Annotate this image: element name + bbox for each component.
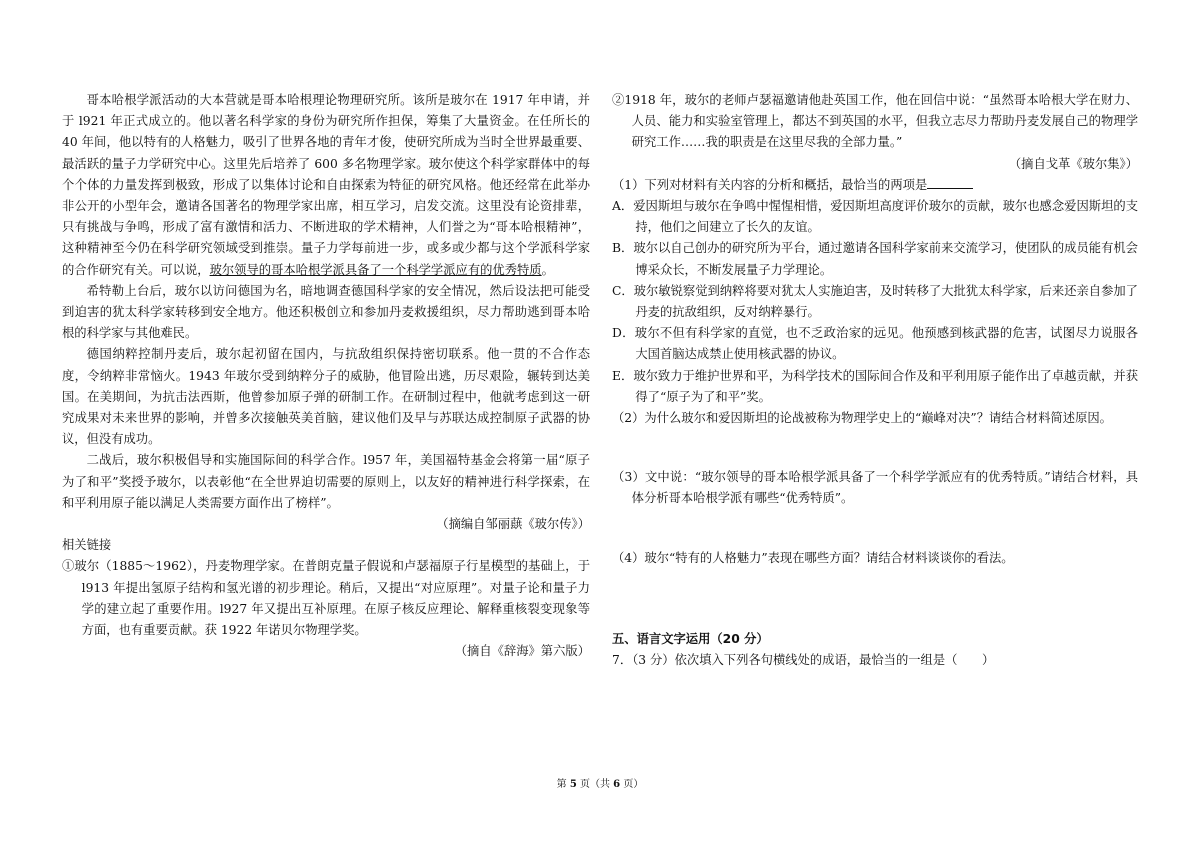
source-citation-biography: （摘编自邹丽蕻《玻尔传》） bbox=[436, 517, 590, 532]
question-2: （2）为什么玻尔和爱因斯坦的论战被称为物理学史上的“巅峰对决”？请结合材料简述原因。 bbox=[612, 411, 1112, 426]
answer-space-3[interactable] bbox=[612, 510, 1138, 548]
footer-middle: 页（共 bbox=[576, 779, 614, 790]
option-b-text: 玻尔以自己创办的研究所为平台，通过邀请各国科学家前来交流学习，使团队的成员能有机会博采众长，不断发展量子力学理论。 bbox=[633, 241, 1138, 277]
paragraph-institute-end: 。 bbox=[541, 262, 554, 277]
option-c-label: C． bbox=[612, 283, 634, 298]
footer-prefix: 第 bbox=[556, 779, 570, 790]
option-e-label: E． bbox=[612, 368, 634, 383]
option-b[interactable] bbox=[612, 238, 1138, 280]
question-4: （4）玻尔“特有的人格魅力”表现在哪些方面？请结合材料谈谈你的看法。 bbox=[612, 550, 1014, 565]
answer-space-2[interactable] bbox=[612, 429, 1138, 467]
option-a-label: A． bbox=[612, 199, 634, 214]
option-d-label: D． bbox=[612, 326, 635, 341]
paragraph-occupation: 德国纳粹控制丹麦后，玻尔起初留在国内，与抗敌组织保持密切联系。他一贯的不合作态度，令纳粹非常恼火。1943 年玻尔受到纳粹分子的威胁，他冒险出逃，历尽艰险，辗转到达美国。在美期间，为抗击法西斯，他曾参加原子弹的研制工作。在研制过程中，他就考虑到这一研究成果对未来世界的影响，并曾多次接触英美首脑，建议他们及早与苏联达成控制原子武器的协议，但没有成功。 bbox=[62, 347, 590, 447]
footer-page-number: 5 bbox=[569, 779, 577, 790]
column-divider bbox=[600, 85, 601, 745]
option-b-label: B． bbox=[612, 241, 634, 256]
option-e[interactable] bbox=[612, 366, 1138, 408]
answer-space-4[interactable] bbox=[612, 569, 1138, 629]
left-column bbox=[62, 90, 590, 662]
related-link-1: ①玻尔（1885～1962），丹麦物理学家。在普朗克量子假说和卢瑟福原子行星模型的基础上，于 l913 年提出氢原子结构和氢光谱的初步理论。稍后，又提出“对应原理”。对量子论和量子力学的建立起了重要作用。l927 年又提出互补原理。在原子核反应理论、解释重核裂变现象等方面，也有重要贡献。获 1922 年诺贝尔物理学奖。 bbox=[62, 559, 590, 638]
option-c[interactable] bbox=[612, 281, 1138, 323]
question-7: 7．（3 分）依次填入下列各句横线处的成语，最恰当的一组是（ ） bbox=[612, 653, 995, 668]
related-links-heading: 相关链接 bbox=[62, 538, 112, 553]
option-d[interactable] bbox=[612, 323, 1138, 365]
footer-suffix: 页） bbox=[620, 779, 644, 790]
related-link-2: ②1918 年，玻尔的老师卢瑟福邀请他赴英国工作，他在回信中说：“虽然哥本哈根大学在财力、人员、能力和实验室管理上，都达不到英国的水平，但我立志尽力帮助丹麦发展自己的物理学研究工作……我的职责是在这里尽我的全部力量。” bbox=[612, 93, 1138, 150]
paragraph-hitler: 希特勒上台后，玻尔以访问德国为名，暗地调查德国科学家的安全情况，然后设法把可能受到迫害的犹太科学家转移到安全地方。他还积极创立和参加丹麦救援组织，尽力帮助逃到哥本哈根的科学家与其他难民。 bbox=[62, 283, 590, 341]
paragraph-institute bbox=[62, 90, 590, 281]
option-c-text: 玻尔敏锐察觉到纳粹将要对犹太人实施迫害，及时转移了大批犹太科学家，后来还亲自参加了丹麦的抗敌组织，反对纳粹暴行。 bbox=[633, 283, 1138, 320]
page-footer bbox=[0, 775, 1200, 790]
option-a-text: 爱因斯坦与玻尔在争鸣中惺惺相惜，爱因斯坦高度评价玻尔的贡献，玻尔也感念爱因斯坦的支持，他们之间建立了长久的友谊。 bbox=[633, 199, 1138, 235]
paragraph-institute-text: 哥本哈根学派活动的大本营就是哥本哈根理论物理研究所。该所是玻尔在 1917 年申请，并于 l921 年正式成立的。他以著名科学家的身份为研究所作担保，筹集了大量资金。在任所长的 40 年间，他以特有的人格魅力，吸引了世界各地的青年才俊，使研究所成为当时全世界最重要、最活跃的量子力学研究中心。这里先后培养了 600 多名物理学家。玻尔使这个科学家群体中的每个个体的力量发挥到极致，形成了以集体讨论和自由探索为特征的研究风格。他还经常在此举办非公开的小型年会，邀请各国著名的物理学家出席，相互学习，启发交流。这里没有论资排辈，只有挑战与争鸣，形成了富有激情和活力、不断进取的学术精神，人们誉之为“哥本哈根精神”，这种精神至今仍在科学研究领域受到推崇。量子力学每前进一步，或多或少都与这个学派科学家的合作研究有关。可以说， bbox=[62, 93, 590, 277]
footer-total-pages: 6 bbox=[613, 779, 621, 790]
option-list bbox=[612, 196, 1138, 408]
underlined-claim: 玻尔领导的哥本哈根学派具备了一个科学学派应有的优秀特质 bbox=[209, 262, 542, 277]
paragraph-postwar: 二战后，玻尔积极倡导和实施国际间的科学合作。l957 年，美国福特基金会将第一届“原子为了和平”奖授予玻尔，以表彰他“在全世界迫切需要的原则上，以友好的精神进行科学探索，在和平利用原子能以满足人类需要方面作出了榜样”。 bbox=[62, 453, 590, 510]
source-citation-cihai: （摘自《辞海》第六版） bbox=[454, 644, 590, 659]
source-citation-collected-works: （摘自戈革《玻尔集》） bbox=[1008, 156, 1138, 171]
question-1 bbox=[612, 175, 1138, 196]
question-1-text: （1）下列对材料有关内容的分析和概括，最恰当的两项是 bbox=[612, 177, 928, 192]
answer-blank[interactable] bbox=[927, 176, 973, 189]
option-e-text: 玻尔致力于维护世界和平，为科学技术的国际间合作及和平利用原子能作出了卓越贡献，并获得了“原子为了和平”奖。 bbox=[633, 368, 1138, 404]
option-a[interactable] bbox=[612, 196, 1138, 238]
option-d-text: 玻尔不但有科学家的直觉，也不乏政治家的远见。他预感到核武器的危害，试图尽力说服各大国首脑达成禁止使用核武器的协议。 bbox=[634, 326, 1138, 362]
right-column bbox=[612, 90, 1138, 671]
question-3: （3）文中说：“玻尔领导的哥本哈根学派具备了一个科学学派应有的优秀特质。”请结合材料，具体分析哥本哈根学派有哪些“优秀特质”。 bbox=[612, 470, 1138, 506]
section-5-heading: 五、语言文字运用（20 分） bbox=[612, 631, 769, 646]
